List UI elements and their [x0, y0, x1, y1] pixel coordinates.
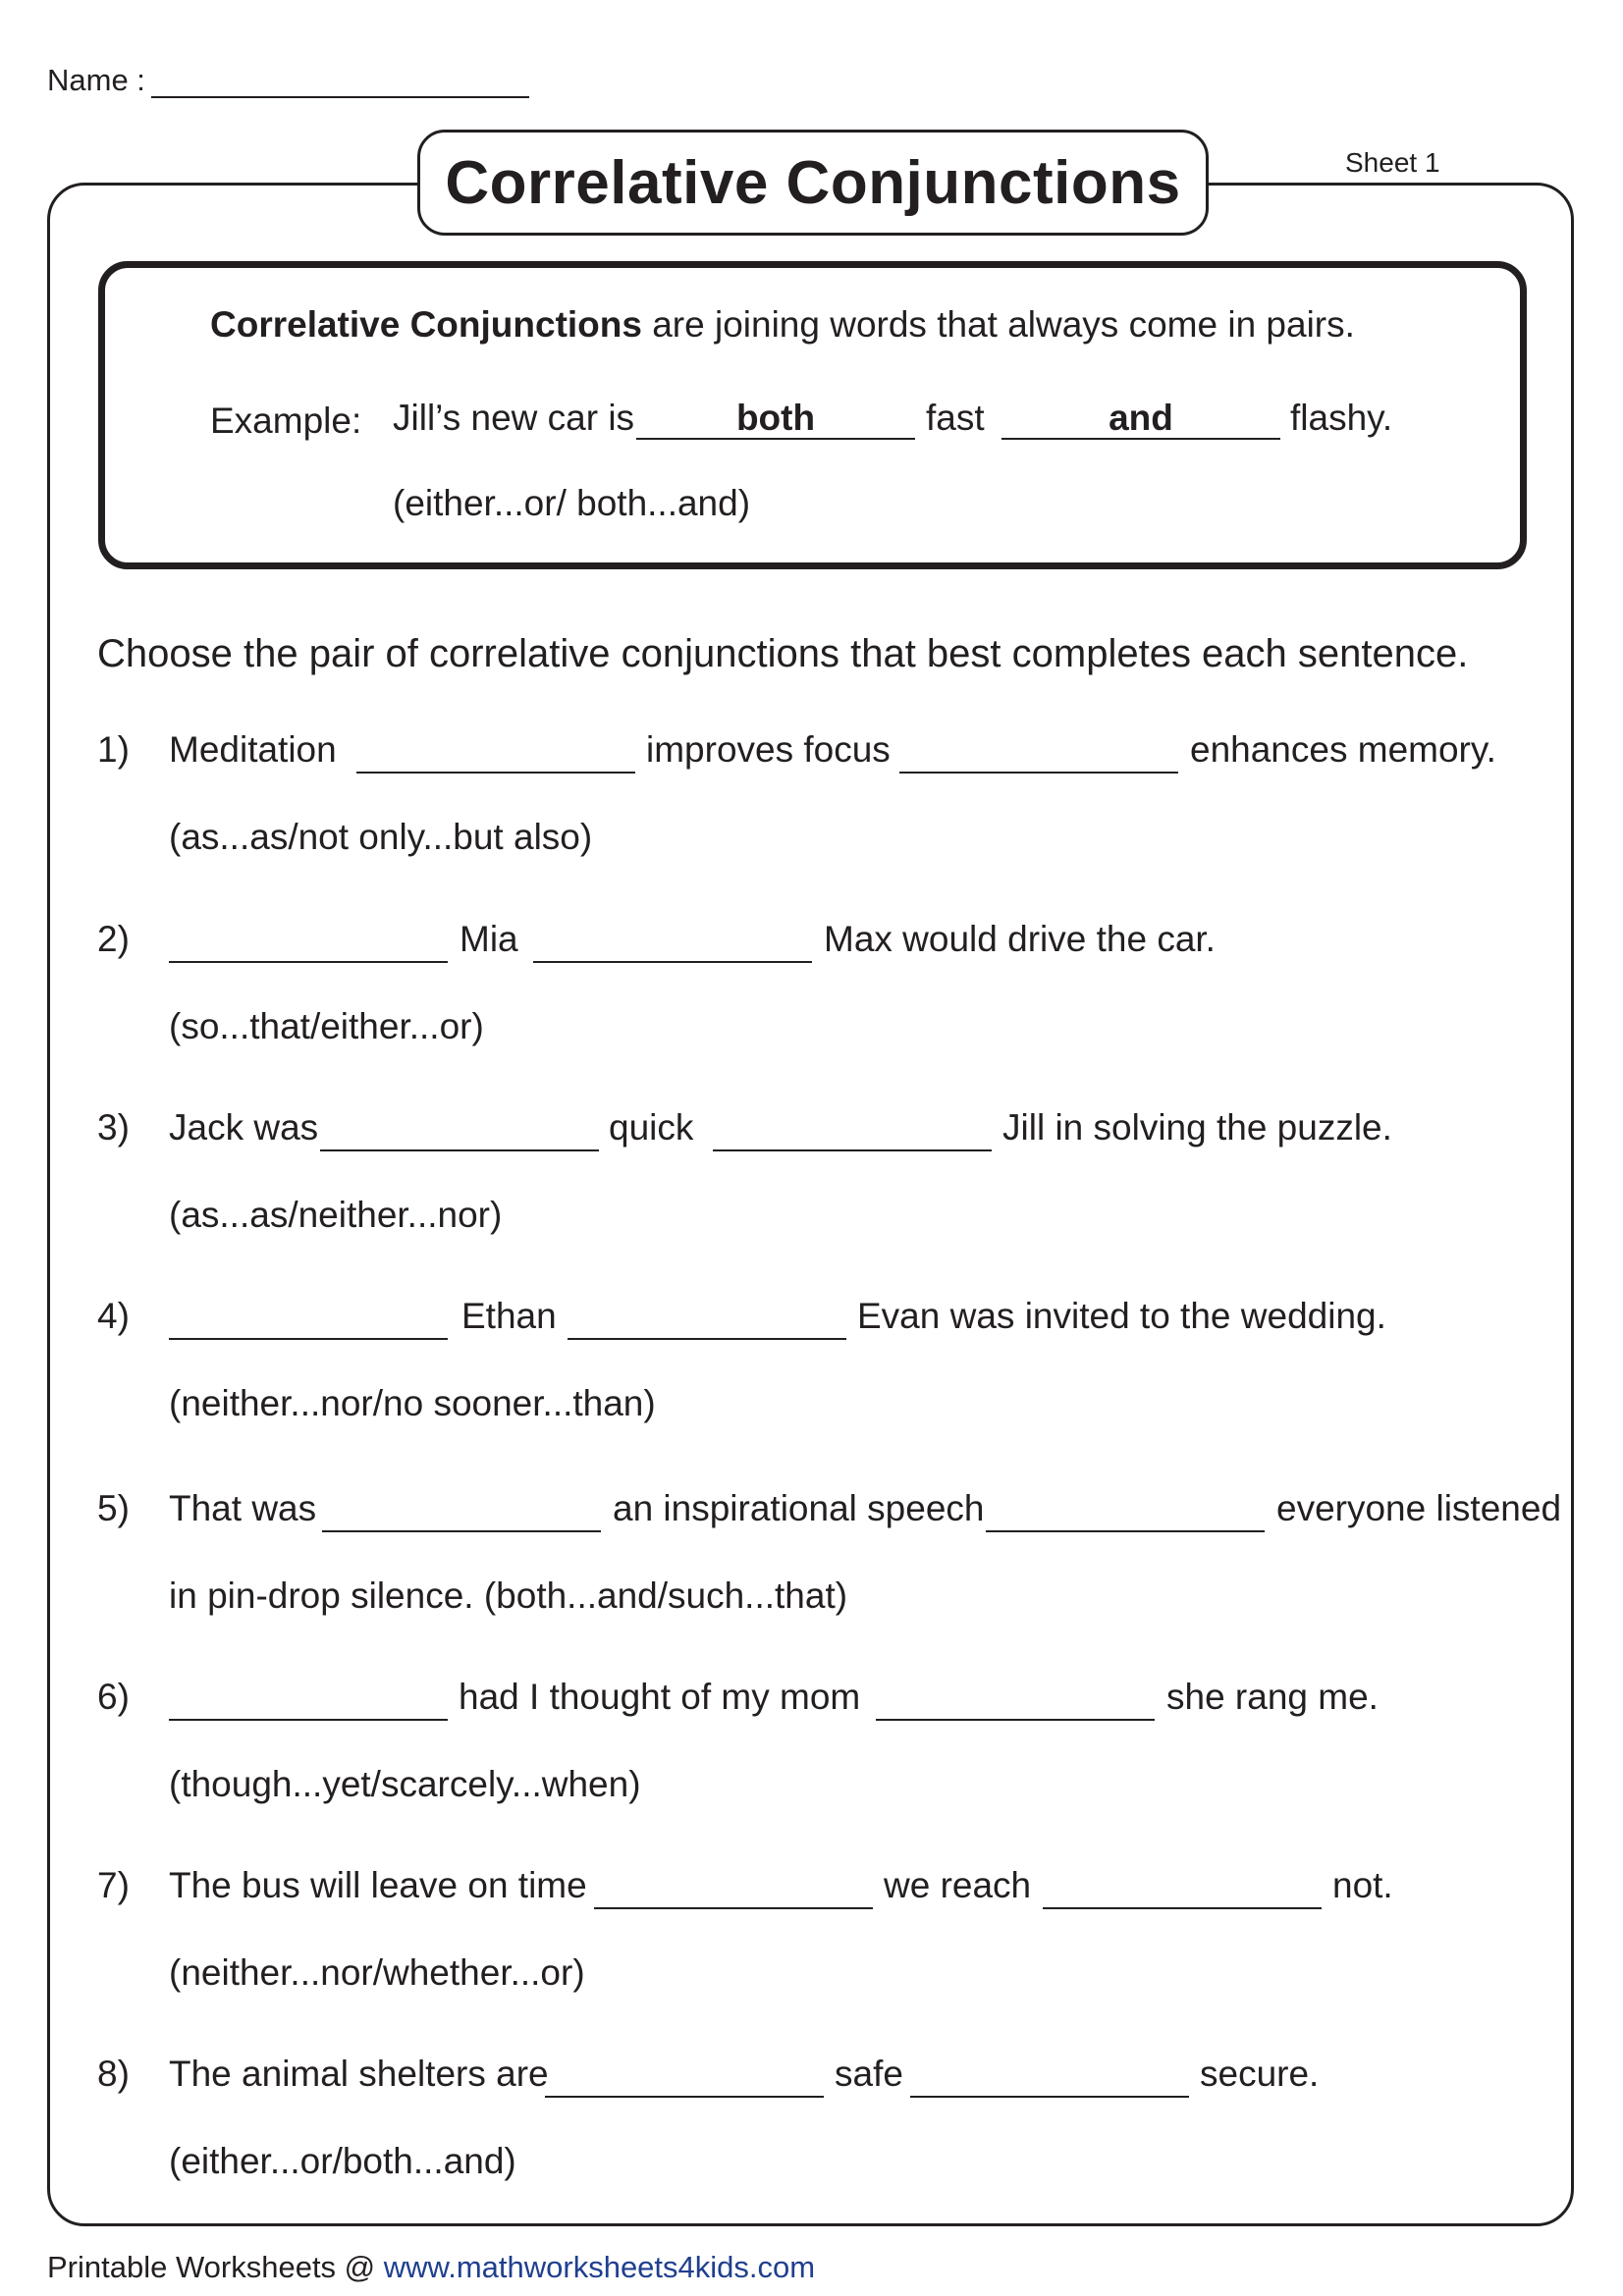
question-text-b: safe: [835, 2054, 903, 2094]
question-text-b: we reach: [884, 1865, 1032, 1905]
question-number: 8): [97, 2054, 130, 2094]
question-text-c: she rang me.: [1166, 1677, 1379, 1717]
name-label: Name :: [47, 63, 145, 97]
name-blank[interactable]: [151, 61, 529, 98]
answer-blank-5b[interactable]: [986, 1491, 1265, 1532]
question-text-b: quick: [609, 1107, 694, 1148]
question-options: in pin-drop silence. (both...and/such...that): [169, 1575, 848, 1616]
question-options: (either...or/both...and): [169, 2141, 516, 2181]
example-label: Example:: [210, 400, 362, 441]
example-part2: fast: [926, 398, 985, 438]
question-text-c: everyone listened: [1276, 1488, 1562, 1528]
question-text-c: Jill in solving the puzzle.: [1002, 1107, 1392, 1148]
answer-blank-8a[interactable]: [545, 2056, 824, 2098]
answer-blank-5a[interactable]: [322, 1491, 601, 1532]
example-answer1: both: [636, 397, 915, 440]
page-title: Correlative Conjunctions: [417, 130, 1209, 236]
answer-blank-3b[interactable]: [713, 1110, 992, 1151]
question-number: 7): [97, 1865, 130, 1905]
footer-link[interactable]: www.mathworksheets4kids.com: [383, 2250, 816, 2284]
question-text-c: Max would drive the car.: [824, 919, 1216, 959]
question-number: 1): [97, 729, 130, 770]
question-text-c: not.: [1332, 1865, 1393, 1905]
definition-body: are joining words that always come in pairs.: [641, 304, 1355, 345]
answer-blank-8b[interactable]: [910, 2056, 1189, 2098]
question-number: 6): [97, 1677, 130, 1717]
example-part3: flashy.: [1290, 398, 1393, 438]
footer-prefix: Printable Worksheets @: [47, 2250, 384, 2284]
question-options: (neither...nor/no sooner...than): [169, 1383, 656, 1423]
instructions: Choose the pair of correlative conjunctions that best completes each sentence.: [97, 632, 1469, 675]
answer-blank-1b[interactable]: [899, 732, 1178, 774]
question-text-a: That was: [169, 1488, 317, 1528]
footer: [47, 2250, 815, 2285]
answer-blank-6b[interactable]: [876, 1680, 1155, 1721]
question-text-b: Mia: [460, 919, 518, 959]
question-text-a: Meditation: [169, 729, 337, 770]
question-options: (as...as/not only...but also): [169, 817, 593, 857]
answer-blank-7a[interactable]: [594, 1868, 873, 1909]
question-number: 2): [97, 919, 130, 959]
question-text-a: The bus will leave on time: [169, 1865, 587, 1905]
question-options: (neither...nor/whether...or): [169, 1952, 585, 1993]
example-answer2: and: [1001, 397, 1280, 440]
answer-blank-4b[interactable]: [568, 1299, 846, 1340]
answer-blank-7b[interactable]: [1043, 1868, 1322, 1909]
question-text-b: had I thought of my mom: [459, 1677, 861, 1717]
definition-term: Correlative Conjunctions: [210, 304, 642, 345]
question-text-c: Evan was invited to the wedding.: [857, 1296, 1386, 1336]
question-text-b: improves focus: [646, 729, 891, 770]
question-options: (as...as/neither...nor): [169, 1195, 503, 1235]
example-part1: Jill’s new car is: [393, 398, 635, 438]
answer-blank-2b[interactable]: [533, 922, 812, 963]
sheet-label: Sheet 1: [1345, 147, 1440, 178]
question-text-b: an inspirational speech: [613, 1488, 985, 1528]
answer-blank-4a[interactable]: [169, 1299, 448, 1340]
question-number: 5): [97, 1488, 130, 1528]
answer-blank-2a[interactable]: [169, 922, 448, 963]
answer-blank-6a[interactable]: [169, 1680, 448, 1721]
question-options: (though...yet/scarcely...when): [169, 1764, 641, 1804]
question-number: 4): [97, 1296, 130, 1336]
question-text-c: secure.: [1200, 2054, 1320, 2094]
question-text-a: The animal shelters are: [169, 2054, 549, 2094]
question-text-b: Ethan: [461, 1296, 557, 1336]
question-text-c: enhances memory.: [1190, 729, 1496, 770]
answer-blank-3a[interactable]: [320, 1110, 599, 1151]
question-number: 3): [97, 1107, 130, 1148]
question-options: (so...that/either...or): [169, 1006, 484, 1046]
definition-text: [210, 304, 1355, 346]
example-options: (either...or/ both...and): [393, 483, 751, 523]
answer-blank-1a[interactable]: [356, 732, 635, 774]
question-text-a: Jack was: [169, 1107, 319, 1148]
name-row: [47, 61, 529, 98]
